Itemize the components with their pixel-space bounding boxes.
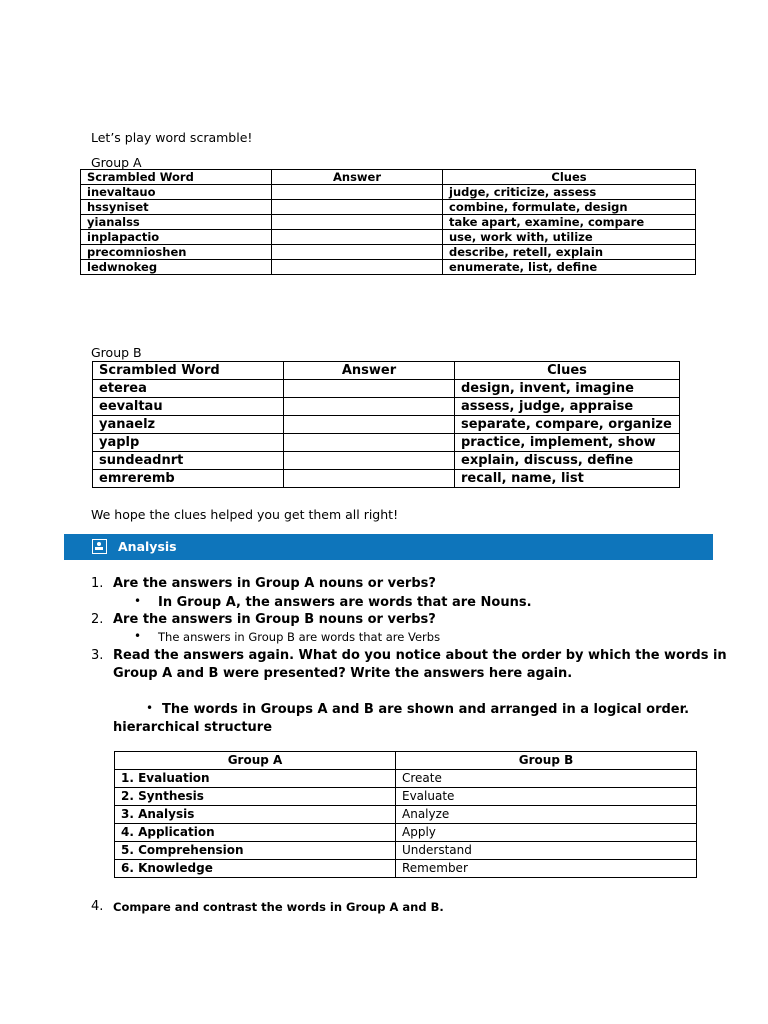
bullet-icon: •: [146, 701, 154, 715]
group-a-table: [80, 169, 696, 275]
group-b-label: Group B: [91, 345, 142, 360]
answer-3-extra: hierarchical structure: [113, 720, 273, 735]
table-row: [115, 824, 697, 842]
answer-cell[interactable]: [272, 185, 443, 200]
table-row: [93, 470, 680, 488]
bullet-icon: •: [134, 594, 142, 608]
table-header-row: [93, 362, 680, 380]
clue-cell: separate, compare, organize: [455, 416, 680, 434]
table-header-row: [81, 170, 696, 185]
group-b-level: Apply: [396, 824, 697, 842]
answer-cell[interactable]: [272, 215, 443, 230]
table-row: [115, 806, 697, 824]
answer-cell[interactable]: [272, 200, 443, 215]
answer-cell[interactable]: [272, 245, 443, 260]
clue-cell: practice, implement, show: [455, 434, 680, 452]
header-answer: Answer: [272, 170, 443, 185]
table-row: [115, 860, 697, 878]
clue-cell: design, invent, imagine: [455, 380, 680, 398]
table-row: [115, 770, 697, 788]
header-scrambled-word: Scrambled Word: [81, 170, 272, 185]
answer-cell[interactable]: [284, 470, 455, 488]
scrambled-word: inplapactio: [81, 230, 272, 245]
clue-cell: use, work with, utilize: [443, 230, 696, 245]
group-b-level: Understand: [396, 842, 697, 860]
group-b-level: Evaluate: [396, 788, 697, 806]
group-a-label: Group A: [91, 155, 142, 170]
table-row: [93, 452, 680, 470]
scrambled-word: sundeadnrt: [93, 452, 284, 470]
scrambled-word: yaplp: [93, 434, 284, 452]
answer-cell[interactable]: [284, 380, 455, 398]
scrambled-word: eterea: [93, 380, 284, 398]
intro-text: Let’s play word scramble!: [91, 130, 253, 145]
group-a-level: 2. Synthesis: [115, 788, 396, 806]
header-clues: Clues: [455, 362, 680, 380]
scrambled-word: precomnioshen: [81, 245, 272, 260]
question-1: Are the answers in Group A nouns or verbs?: [113, 576, 436, 591]
answer-cell[interactable]: [272, 260, 443, 275]
question-number: 4.: [91, 899, 104, 914]
profile-card-icon: [92, 539, 107, 554]
question-number: 2.: [91, 612, 104, 627]
group-b-level: Create: [396, 770, 697, 788]
scrambled-word: emreremb: [93, 470, 284, 488]
group-b-table: [92, 361, 680, 488]
answer-1: In Group A, the answers are words that are Nouns.: [158, 595, 532, 610]
group-a-level: 3. Analysis: [115, 806, 396, 824]
answer-cell[interactable]: [284, 416, 455, 434]
group-b-level: Remember: [396, 860, 697, 878]
clue-cell: describe, retell, explain: [443, 245, 696, 260]
group-a-level: 1. Evaluation: [115, 770, 396, 788]
table-header-row: [115, 752, 697, 770]
scrambled-word: hssyniset: [81, 200, 272, 215]
answer-cell[interactable]: [272, 230, 443, 245]
table-row: [93, 380, 680, 398]
clue-cell: assess, judge, appraise: [455, 398, 680, 416]
clue-cell: judge, criticize, assess: [443, 185, 696, 200]
table-row: [93, 398, 680, 416]
clue-cell: combine, formulate, design: [443, 200, 696, 215]
table-row: [93, 434, 680, 452]
analysis-banner: [64, 534, 713, 560]
scrambled-word: ledwnokeg: [81, 260, 272, 275]
answer-cell[interactable]: [284, 434, 455, 452]
table-row: [81, 215, 696, 230]
group-b-level: Analyze: [396, 806, 697, 824]
scrambled-word: inevaltauo: [81, 185, 272, 200]
header-group-b: Group B: [396, 752, 697, 770]
header-answer: Answer: [284, 362, 455, 380]
table-row: [93, 416, 680, 434]
header-scrambled-word: Scrambled Word: [93, 362, 284, 380]
question-3-line-2: Group A and B were presented? Write the answers here again.: [113, 666, 573, 681]
question-4: Compare and contrast the words in Group A and B.: [113, 900, 444, 914]
clue-cell: explain, discuss, define: [455, 452, 680, 470]
group-a-level: 5. Comprehension: [115, 842, 396, 860]
hierarchy-table: [114, 751, 697, 878]
table-row: [115, 788, 697, 806]
question-3-line-1: Read the answers again. What do you notice about the order by which the words in: [113, 648, 727, 663]
clue-cell: take apart, examine, compare: [443, 215, 696, 230]
question-number: 3.: [91, 648, 104, 663]
clue-cell: recall, name, list: [455, 470, 680, 488]
table-row: [115, 842, 697, 860]
scrambled-word: eevaltau: [93, 398, 284, 416]
header-clues: Clues: [443, 170, 696, 185]
group-a-level: 4. Application: [115, 824, 396, 842]
table-row: [81, 245, 696, 260]
answer-3: The words in Groups A and B are shown and arranged in a logical order.: [162, 702, 690, 717]
group-a-level: 6. Knowledge: [115, 860, 396, 878]
question-2: Are the answers in Group B nouns or verbs?: [113, 612, 436, 627]
answer-cell[interactable]: [284, 452, 455, 470]
table-row: [81, 200, 696, 215]
question-number: 1.: [91, 576, 104, 591]
table-row: [81, 185, 696, 200]
scrambled-word: yianalss: [81, 215, 272, 230]
bullet-icon: •: [134, 629, 142, 643]
answer-cell[interactable]: [284, 398, 455, 416]
closing-text: We hope the clues helped you get them all right!: [91, 507, 399, 522]
table-row: [81, 230, 696, 245]
answer-2: The answers in Group B are words that are Verbs: [158, 630, 441, 644]
scrambled-word: yanaelz: [93, 416, 284, 434]
header-group-a: Group A: [115, 752, 396, 770]
table-row: [81, 260, 696, 275]
clue-cell: enumerate, list, define: [443, 260, 696, 275]
analysis-title: Analysis: [118, 539, 177, 554]
